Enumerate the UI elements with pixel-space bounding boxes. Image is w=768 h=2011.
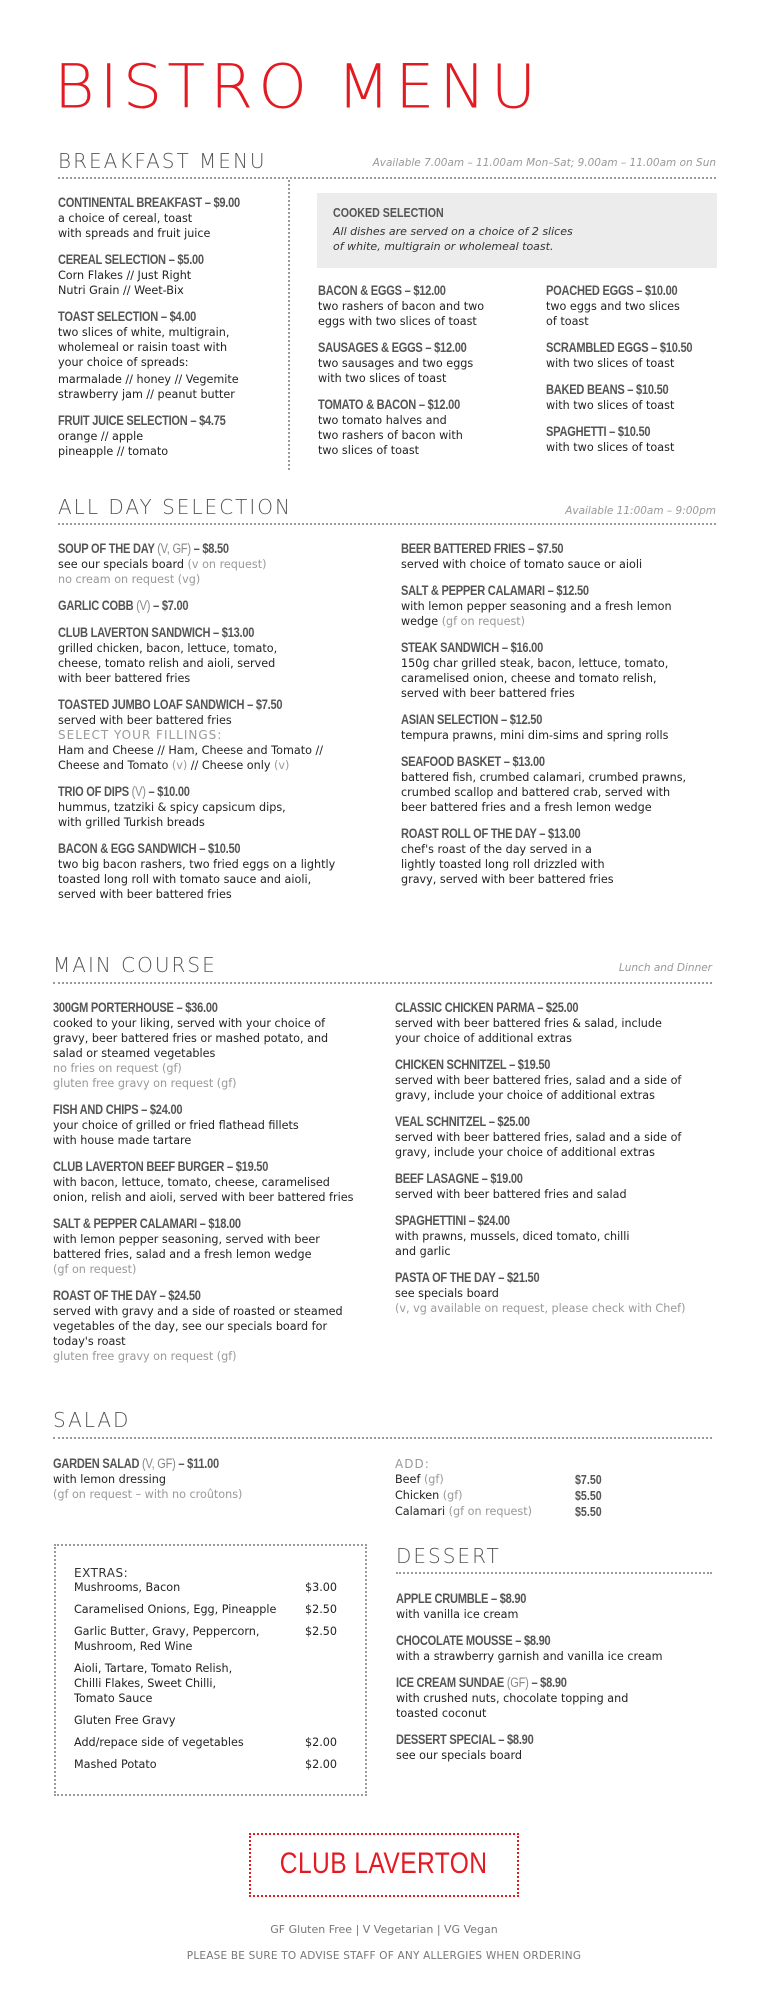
menu-item: APPLE CRUMBLE – $8.90 with vanilla ice cream [396,1591,527,1621]
menu-item: TOASTED JUMBO LOAF SANDWICH – $7.50 served with beer battered fries SELECT YOUR FILLINGS: Ham and Cheese // Ham, Cheese and Tomato // Cheese and Tomato (v) // Cheese only (v) [58,696,378,773]
extras-row: Aioli, Tartare, Tomato Relish, Chilli Flakes, Sweet Chilli, Tomato Sauce [74,1662,233,1705]
menu-item: SPAGHETTINI – $24.00 with prawns, mussels, diced tomato, chilli and garlic [395,1213,630,1258]
menu-item: TOAST SELECTION – $4.00 two slices of white, multigrain, wholemeal or raisin toast with your choice of spreads: marmalade // honey // Vegemite strawberry jam // peanut butter [58,308,283,402]
breakfast-heading: BREAKFAST MENU [58,149,267,173]
menu-item: BACON & EGGS – $12.00 two rashers of bacon and two eggs with two slices of toast [318,283,485,328]
item-name: CEREAL SELECTION – $5.00 [58,252,204,267]
menu-item: CLUB LAVERTON BEEF BURGER – $19.50 with bacon, lettuce, tomato, cheese, caramelised onion, relish and aioli, served with beer battered fries [53,1159,354,1204]
menu-item: CLUB LAVERTON SANDWICH – $13.00 grilled chicken, bacon, lettuce, tomato, cheese, tomato relish and aioli, served with beer battered fries [58,625,278,685]
breakfast-left-column [58,194,283,469]
dessert-divider [396,1572,712,1574]
menu-item: FISH AND CHIPS – $24.00 your choice of grilled or fried flathead fillets with house made tartare [53,1102,299,1147]
menu-item: CLASSIC CHICKEN PARMA – $25.00 served with beer battered fries & salad, include your choice of additional extras [395,1000,662,1045]
extras-row: Garlic Butter, Gravy, Peppercorn, Mushroom, Red Wine $2.50 [74,1625,338,1653]
menu-item: CONTINENTAL BREAKFAST – $9.00 a choice of cereal, toast with spreads and fruit juice [58,194,283,241]
allday-availability: Available 11:00am – 9:00pm [565,505,716,517]
menu-item: VEAL SCHNITZEL – $25.00 served with beer battered fries, salad and a side of gravy, include your choice of additional extras [395,1114,682,1159]
allergy-notice: PLEASE BE SURE TO ADVISE STAFF OF ANY ALLERGIES WHEN ORDERING [186,1950,582,1962]
menu-item: GARLIC COBB (V) – $7.00 [58,598,189,613]
menu-item: SOUP OF THE DAY (V, GF) – $8.50 see our specials board (v on request) no cream on request (vg) [58,541,267,586]
menu-item: DESSERT SPECIAL – $8.90 see our specials board [396,1732,534,1762]
cooked-left-column [318,282,528,468]
main-course-heading: MAIN COURSE [53,953,217,977]
menu-item: SALT & PEPPER CALAMARI – $12.50 with lemon pepper seasoning and a fresh lemon wedge (gf on request) [401,583,672,628]
cooked-selection-note: All dishes are served on a choice of 2 slices of white, multigrain or wholemeal toast. [333,225,573,253]
menu-item: SEAFOOD BASKET – $13.00 battered fish, crumbed calamari, crumbed prawns, crumbed scallop and battered crab, served with beer battered fries and a fresh lemon wedge [401,754,687,814]
cooked-selection-title: COOKED SELECTION [333,205,444,220]
menu-item: FRUIT JUICE SELECTION – $4.75 orange // apple pineapple // tomato [58,412,283,459]
menu-item: ROAST OF THE DAY – $24.50 served with gravy and a side of roasted or steamed vegetables of the day, see our specials board for today's roast gluten free gravy on request (gf) [53,1288,343,1363]
menu-item: SPAGHETTI – $10.50 with two slices of toast [546,424,675,454]
menu-item: CHICKEN SCHNITZEL – $19.50 served with beer battered fries, salad and a side of gravy, include your choice of additional extras [395,1057,682,1102]
extras-row: Gluten Free Gravy [74,1714,176,1727]
cooked-right-column [546,282,721,465]
garden-salad-item: GARDEN SALAD (V, GF) – $11.00 with lemon dressing (gf on request – with no croûtons) [53,1456,243,1501]
menu-item: BACON & EGG SANDWICH – $10.50 two big bacon rashers, two fried eggs on a lightly toasted long roll with tomato sauce and aioli, served with beer battered fries [58,841,336,901]
extras-heading: EXTRAS: [74,1566,129,1580]
add-label: ADD: [395,1457,430,1471]
add-on-row: Beef (gf) $7.50 [395,1472,602,1487]
menu-item: BEEF LASAGNE – $19.00 served with beer battered fries and salad [395,1171,627,1201]
menu-item: POACHED EGGS – $10.00 two eggs and two slices of toast [546,283,680,328]
menu-item: PASTA OF THE DAY – $21.50 see specials board (v, vg available on request, please check with Chef) [395,1270,686,1315]
item-name: FRUIT JUICE SELECTION – $4.75 [58,413,226,428]
menu-item: ASIAN SELECTION – $12.50 tempura prawns, mini dim-sims and spring rolls [401,712,669,742]
main-course-availability: Lunch and Dinner [618,962,712,974]
menu-item: CHOCOLATE MOUSSE – $8.90 with a strawberry garnish and vanilla ice cream [396,1633,663,1663]
fillings-label: SELECT YOUR FILLINGS: [58,728,223,742]
menu-item: SALT & PEPPER CALAMARI – $18.00 with lemon pepper seasoning, served with beer battered fries, salad and a fresh lemon wedge (gf on request) [53,1216,320,1276]
extras-row: Add/repace side of vegetables $2.00 [74,1736,338,1749]
page-title: BISTRO MENU [54,50,542,123]
breakfast-divider [58,177,716,179]
allday-right-column [401,540,721,897]
menu-item: SAUSAGES & EGGS – $12.00 two sausages and two eggs with two slices of toast [318,340,474,385]
allday-heading: ALL DAY SELECTION [58,495,292,519]
menu-item: BAKED BEANS – $10.50 with two slices of toast [546,382,675,412]
add-on-row: Calamari (gf on request) $5.50 [395,1504,602,1519]
dietary-legend: GF Gluten Free | V Vegetarian | VG Vegan [270,1923,498,1936]
menu-item: TOMATO & BACON – $12.00 two tomato halves and two rashers of bacon with two slices of toast [318,397,463,457]
salad-heading: SALAD [53,1408,131,1432]
menu-item: ICE CREAM SUNDAE (GF) – $8.90 with crushed nuts, chocolate topping and toasted coconut [396,1675,629,1720]
menu-item: STEAK SANDWICH – $16.00 150g char grilled steak, bacon, lettuce, tomato, caramelised onion, cheese and tomato relish, served with beer battered fries [401,640,669,700]
menu-item: SCRAMBLED EGGS – $10.50 with two slices of toast [546,340,693,370]
salad-divider [53,1437,712,1439]
extras-row: Mashed Potato $2.00 [74,1758,338,1771]
menu-item: BEER BATTERED FRIES – $7.50 served with choice of tomato sauce or aioli [401,541,643,571]
main-right-column [395,999,725,1326]
extras-box [54,1544,367,1796]
dessert-heading: DESSERT [396,1544,501,1568]
breakfast-availability: Available 7.00am – 11.00am Mon–Sat; 9.00am – 11.00am on Sun [372,157,716,169]
salad-add-ons [395,1457,695,1520]
menu-item: ROAST ROLL OF THE DAY – $13.00 chef's roast of the day served in a lightly toasted long roll drizzled with gravy, served with beer battered fries [401,826,614,886]
item-name: CONTINENTAL BREAKFAST – $9.00 [58,195,240,210]
cooked-selection-box [317,193,717,268]
extras-row: Caramelised Onions, Egg, Pineapple $2.50 [74,1603,338,1616]
club-laverton-logo-box [249,1833,519,1897]
breakfast-column-divider [288,180,290,470]
main-course-divider [53,982,712,984]
club-laverton-logo: CLUB LAVERTON [280,1847,488,1880]
allday-divider [58,523,716,525]
extras-row: Mushrooms, Bacon $3.00 [74,1581,338,1594]
add-on-row: Chicken (gf) $5.50 [395,1488,602,1503]
menu-item: TRIO OF DIPS (V) – $10.00 hummus, tzatziki & spicy capsicum dips, with grilled Turkish breads [58,784,286,829]
item-name: TOAST SELECTION – $4.00 [58,309,197,324]
main-left-column [53,999,383,1374]
menu-item: CEREAL SELECTION – $5.00 Corn Flakes // Just Right Nutri Grain // Weet-Bix [58,251,283,298]
dessert-column [396,1590,716,1773]
menu-item: 300GM PORTERHOUSE – $36.00 cooked to your liking, served with your choice of gravy, beer battered fries or mashed potato, and salad or steamed vegetables no fries on request (gf) gluten free gravy on request (gf) [53,1000,329,1090]
allday-left-column [58,540,378,912]
